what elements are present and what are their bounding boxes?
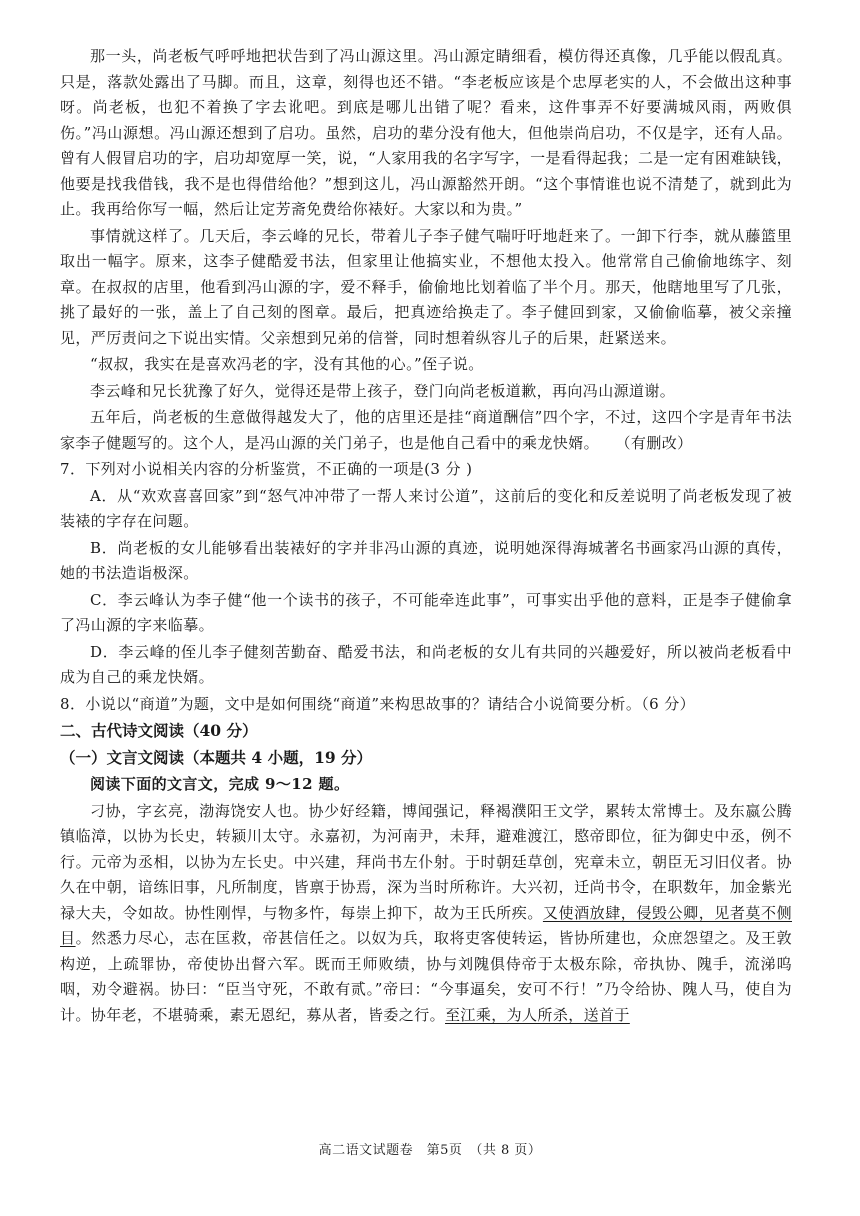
- page-content: [60, 44, 792, 1029]
- section-2-title: 二、古代诗文阅读（40 分）: [60, 721, 258, 740]
- question-7-option-d: D．李云峰的侄儿李子健刻苦勤奋、酷爱书法，和尚老板的女儿有共同的兴趣爱好，所以被尚老板看中成为自己的乘龙快婿。: [60, 642, 792, 686]
- classical-passage: [60, 799, 792, 1029]
- story-paragraph-5: [60, 405, 792, 456]
- question-7-option-c: C．李云峰认为李子健“他一个读书的孩子，不可能牵连此事”，可事实出乎他的意料，正是李子健偷拿了冯山源的字来临摹。: [60, 590, 792, 634]
- section-2-subtitle: （一）文言文阅读（本题共 4 小题，19 分）: [60, 748, 373, 767]
- reading-instruction: 阅读下面的文言文，完成 9～12 题。: [90, 775, 350, 793]
- story-paragraph-1: 那一头，尚老板气呼呼地把状告到了冯山源这里。冯山源定睛细看，模仿得还真像，几乎能以假乱真。只是，落款处露出了马脚。而且，这章，刻得也还不错。“李老板应该是个忠厚老实的人，不会做出这种事呀。尚老板，也犯不着换了字去讹吧。到底是哪儿出错了呢？看来，这件事弄不好要满城风雨，两败俱伤。”冯山源想。冯山源还想到了启功。虽然，启功的辈分没有他大，但他崇尚启功，不仅是字，还有人品。曾有人假冒启功的字，启功却宽厚一笑，说，“人家用我的名字写字，一是看得起我；二是一定有困难缺钱，他要是找我借钱，我不是也得借给他？”想到这儿，冯山源豁然开朗。“这个事情谁也说不清楚了，就到此为止。我再给你写一幅，然后让定芳斋免费给你裱好。大家以和为贵。”: [60, 47, 792, 218]
- question-8-stem: 8．小说以“商道”为题，文中是如何围绕“商道”来构思故事的？请结合小说简要分析。（6 分）: [60, 694, 696, 713]
- story-paragraph-5-text: 五年后，尚老板的生意做得越发大了，他的店里还是挂“商道酬信”四个字，不过，这四个字是青年书法家李子健题写的。这个人，是冯山源的关门弟子，也是他自己看中的乘龙快婿。: [60, 408, 792, 452]
- page-footer: 高二语文试题卷 第5页 （共 8 页）: [318, 1143, 542, 1158]
- underlined-sentence-2: 至江乘，为人所杀，送首于: [445, 1005, 630, 1024]
- classical-passage-part-2: 。然悉力尽心，志在匡救，帝甚信任之。以奴为兵，取将吏客使转运，皆协所建也，众庶怨望之。及王敦构逆，上疏罪协，帝使协出督六军。既而王师败绩，协与刘隗俱侍帝于太极东除，帝执协、隗手，流涕呜咽，劝令避祸。协曰：“臣当守死，不敢有贰。”帝曰：“今事逼矣，安可不行！”乃令给协、隗人马，使自为计。协年老，不堪骑乘，素无恩纪，募从者，皆委之行。: [60, 929, 792, 1024]
- story-paragraph-2: 事情就这样了。几天后，李云峰的兄长，带着儿子李子健气喘吁吁地赶来了。一卸下行李，就从藤篮里取出一幅字。原来，这李子健酷爱书法，但家里让他搞实业，不想他太投入。他常常自己偷偷地练字、刻章。在叔叔的店里，他看到冯山源的字，爱不释手，偷偷地比划着临了半个月。那天，他瞎地里写了几张，挑了最好的一张，盖上了自己刻的图章。最后，把真迹给换走了。李子健回到家，又偷偷临摹，被父亲撞见，严厉责问之下说出实情。父亲想到兄弟的信誉，同时想着纵容儿子的后果，赶紧送来。: [60, 226, 792, 347]
- source-note: （有删改）: [623, 433, 693, 452]
- question-7-stem: 7．下列对小说相关内容的分析鉴赏，不正确的一项是(3 分 ): [60, 460, 473, 478]
- classical-passage-part-1: 刁协，字玄亮，渤海饶安人也。协少好经籍，博闻强记，释褐濮阳王文学，累转太常博士。及东嬴公腾镇临漳，以协为长史，转颍川太守。永嘉初，为河南尹，未拜，避难渡江，愍帝即位，征为御史中丞，例不行。元帝为丞相，以协为左长史。中兴建，拜尚书左仆射。于时朝廷草创，宪章未立，朝臣无习旧仪者。协久在中朝，谙练旧事，凡所制度，皆禀于协焉，深为当时所称许。大兴初，迁尚书令，在职数年，加金紫光禄大夫，令如故。协性刚悍，与物多忤，每崇上抑下，故为王氏所疾。: [60, 801, 792, 922]
- question-7-option-b: B．尚老板的女儿能够看出装裱好的字并非冯山源的真迹，说明她深得海城著名书画家冯山源的真传，她的书法造诣极深。: [60, 538, 792, 582]
- story-paragraph-3: “叔叔，我实在是喜欢冯老的字，没有其他的心。”侄子说。: [90, 355, 484, 373]
- underlined-sentence-1: 又使酒放肆，侵毁公卿，见者莫不侧目: [60, 903, 792, 947]
- question-7-option-a: A．从“欢欢喜喜回家”到“怒气冲冲带了一帮人来讨公道”，这前后的变化和反差说明了尚老板发现了被装裱的字存在问题。: [60, 486, 792, 530]
- story-paragraph-4: 李云峰和兄长犹豫了好久，觉得还是带上孩子，登门向尚老板道歉，再向冯山源道谢。: [90, 381, 676, 400]
